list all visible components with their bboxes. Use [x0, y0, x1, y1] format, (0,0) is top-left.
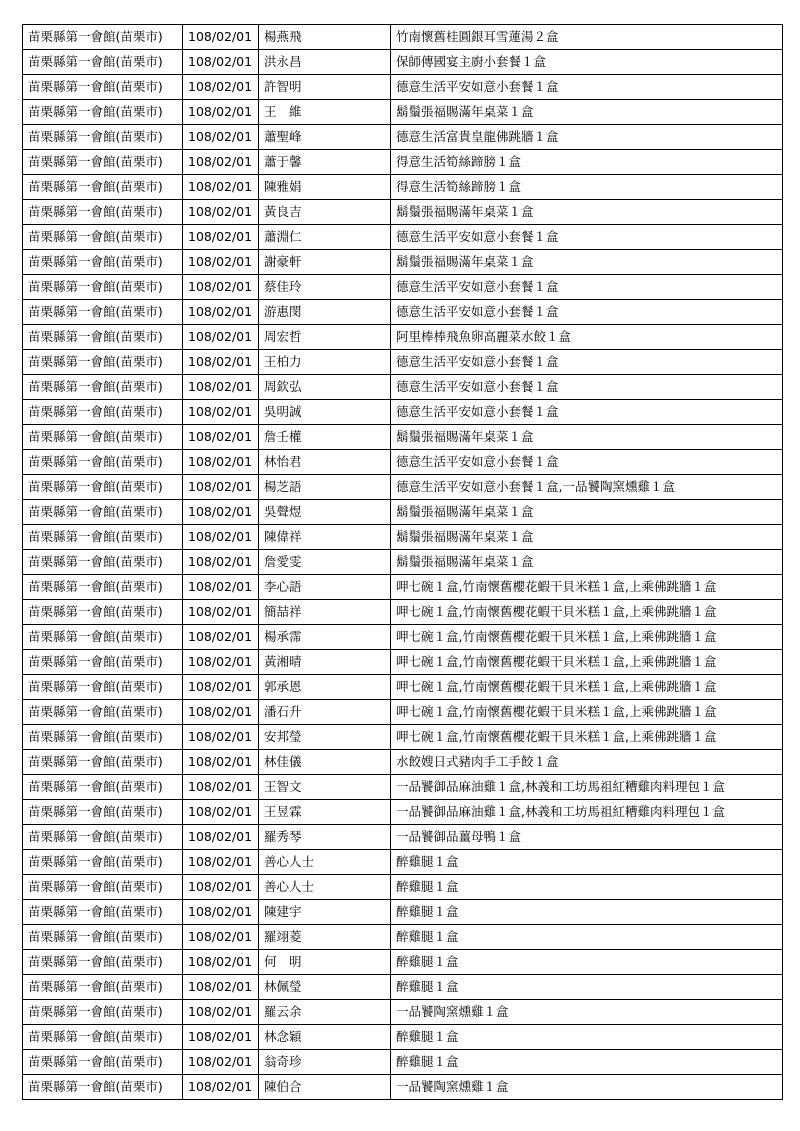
- table-row: [23, 575, 783, 600]
- donor-name-cell: 詹壬權: [259, 425, 391, 450]
- venue-cell: 苗栗縣第一會館(苗栗市): [23, 375, 183, 400]
- donor-name-cell: 羅云余: [259, 1000, 391, 1025]
- donation-item-cell: 一品饕御品麻油雞１盒,林義和工坊馬祖紅糟雞肉料理包１盒: [391, 775, 783, 800]
- venue-cell: 苗栗縣第一會館(苗栗市): [23, 700, 183, 725]
- donation-item-cell: 得意生活筍絲蹄膀１盒: [391, 150, 783, 175]
- table-row: [23, 600, 783, 625]
- table-row: [23, 150, 783, 175]
- venue-cell: 苗栗縣第一會館(苗栗市): [23, 775, 183, 800]
- date-cell: 108/02/01: [183, 625, 259, 650]
- table-row: [23, 475, 783, 500]
- donation-item-cell: 一品饕御品麻油雞１盒,林義和工坊馬祖紅糟雞肉料理包１盒: [391, 800, 783, 825]
- donation-item-cell: 鬍鬚張福賜滿年桌菜１盒: [391, 525, 783, 550]
- table-row: [23, 700, 783, 725]
- venue-cell: 苗栗縣第一會館(苗栗市): [23, 1075, 183, 1100]
- table-row: [23, 200, 783, 225]
- donor-name-cell: 黃湘晴: [259, 650, 391, 675]
- table-row: [23, 275, 783, 300]
- table-row: [23, 650, 783, 675]
- donation-item-cell: 一品饕陶窯燻雞１盒: [391, 1000, 783, 1025]
- table-row: [23, 975, 783, 1000]
- donation-item-cell: 呷七碗１盒,竹南懷舊櫻花蝦干貝米糕１盒,上乘佛跳牆１盒: [391, 575, 783, 600]
- date-cell: 108/02/01: [183, 775, 259, 800]
- venue-cell: 苗栗縣第一會館(苗栗市): [23, 325, 183, 350]
- date-cell: 108/02/01: [183, 550, 259, 575]
- table-row: [23, 550, 783, 575]
- table-row: [23, 675, 783, 700]
- donor-name-cell: 陳偉祥: [259, 525, 391, 550]
- table-row: [23, 925, 783, 950]
- date-cell: 108/02/01: [183, 500, 259, 525]
- donor-name-cell: 林佩瑩: [259, 975, 391, 1000]
- donation-item-cell: 一品饕陶窯燻雞１盒: [391, 1075, 783, 1100]
- venue-cell: 苗栗縣第一會館(苗栗市): [23, 50, 183, 75]
- venue-cell: 苗栗縣第一會館(苗栗市): [23, 800, 183, 825]
- donor-name-cell: 黃良吉: [259, 200, 391, 225]
- date-cell: 108/02/01: [183, 275, 259, 300]
- date-cell: 108/02/01: [183, 425, 259, 450]
- date-cell: 108/02/01: [183, 675, 259, 700]
- date-cell: 108/02/01: [183, 825, 259, 850]
- donation-item-cell: 德意生活富貴皇龍佛跳牆１盒: [391, 125, 783, 150]
- date-cell: 108/02/01: [183, 850, 259, 875]
- date-cell: 108/02/01: [183, 100, 259, 125]
- donation-item-cell: 醉雞腿１盒: [391, 1050, 783, 1075]
- venue-cell: 苗栗縣第一會館(苗栗市): [23, 500, 183, 525]
- date-cell: 108/02/01: [183, 1025, 259, 1050]
- table-row: [23, 1050, 783, 1075]
- donation-item-cell: 醉雞腿１盒: [391, 1025, 783, 1050]
- venue-cell: 苗栗縣第一會館(苗栗市): [23, 575, 183, 600]
- venue-cell: 苗栗縣第一會館(苗栗市): [23, 175, 183, 200]
- date-cell: 108/02/01: [183, 325, 259, 350]
- donor-name-cell: 蕭聖峰: [259, 125, 391, 150]
- venue-cell: 苗栗縣第一會館(苗栗市): [23, 200, 183, 225]
- donor-name-cell: 王智文: [259, 775, 391, 800]
- table-row: [23, 450, 783, 475]
- table-row: [23, 300, 783, 325]
- date-cell: 108/02/01: [183, 975, 259, 1000]
- date-cell: 108/02/01: [183, 25, 259, 50]
- donation-item-cell: 得意生活筍絲蹄膀１盒: [391, 175, 783, 200]
- venue-cell: 苗栗縣第一會館(苗栗市): [23, 400, 183, 425]
- donation-item-cell: 保師傳國宴主廚小套餐１盒: [391, 50, 783, 75]
- donation-item-cell: 呷七碗１盒,竹南懷舊櫻花蝦干貝米糕１盒,上乘佛跳牆１盒: [391, 650, 783, 675]
- donor-name-cell: 王柏力: [259, 350, 391, 375]
- venue-cell: 苗栗縣第一會館(苗栗市): [23, 225, 183, 250]
- table-row: [23, 950, 783, 975]
- table-row: [23, 825, 783, 850]
- date-cell: 108/02/01: [183, 225, 259, 250]
- donation-table: [22, 24, 783, 1100]
- date-cell: 108/02/01: [183, 925, 259, 950]
- date-cell: 108/02/01: [183, 800, 259, 825]
- donation-item-cell: 德意生活平安如意小套餐１盒: [391, 400, 783, 425]
- donor-name-cell: 翁奇珍: [259, 1050, 391, 1075]
- donation-item-cell: 德意生活平安如意小套餐１盒: [391, 300, 783, 325]
- date-cell: 108/02/01: [183, 475, 259, 500]
- table-row: [23, 75, 783, 100]
- donor-name-cell: 蕭淵仁: [259, 225, 391, 250]
- date-cell: 108/02/01: [183, 50, 259, 75]
- donor-name-cell: 羅翊菱: [259, 925, 391, 950]
- donor-name-cell: 吳明誠: [259, 400, 391, 425]
- donation-item-cell: 德意生活平安如意小套餐１盒: [391, 225, 783, 250]
- donation-item-cell: 鬍鬚張福賜滿年桌菜１盒: [391, 550, 783, 575]
- venue-cell: 苗栗縣第一會館(苗栗市): [23, 825, 183, 850]
- donation-item-cell: 德意生活平安如意小套餐１盒: [391, 375, 783, 400]
- donation-item-cell: 鬍鬚張福賜滿年桌菜１盒: [391, 200, 783, 225]
- date-cell: 108/02/01: [183, 200, 259, 225]
- venue-cell: 苗栗縣第一會館(苗栗市): [23, 950, 183, 975]
- table-row: [23, 500, 783, 525]
- donation-item-cell: 竹南懷舊桂圓銀耳雪蓮湯２盒: [391, 25, 783, 50]
- table-row: [23, 875, 783, 900]
- donation-item-cell: 呷七碗１盒,竹南懷舊櫻花蝦干貝米糕１盒,上乘佛跳牆１盒: [391, 725, 783, 750]
- donation-item-cell: 醉雞腿１盒: [391, 925, 783, 950]
- donor-name-cell: 羅秀琴: [259, 825, 391, 850]
- table-row: [23, 175, 783, 200]
- donor-name-cell: 陳伯合: [259, 1075, 391, 1100]
- date-cell: 108/02/01: [183, 125, 259, 150]
- date-cell: 108/02/01: [183, 175, 259, 200]
- donor-name-cell: 楊燕飛: [259, 25, 391, 50]
- donor-name-cell: 陳建宇: [259, 900, 391, 925]
- donor-name-cell: 楊承霈: [259, 625, 391, 650]
- donation-item-cell: 德意生活平安如意小套餐１盒: [391, 450, 783, 475]
- donation-item-cell: 醉雞腿１盒: [391, 875, 783, 900]
- table-row: [23, 775, 783, 800]
- donor-name-cell: 楊芝語: [259, 475, 391, 500]
- donation-item-cell: 德意生活平安如意小套餐１盒: [391, 350, 783, 375]
- donor-name-cell: 許智明: [259, 75, 391, 100]
- venue-cell: 苗栗縣第一會館(苗栗市): [23, 250, 183, 275]
- donor-name-cell: 吳聲煜: [259, 500, 391, 525]
- donor-name-cell: 周欽弘: [259, 375, 391, 400]
- venue-cell: 苗栗縣第一會館(苗栗市): [23, 1050, 183, 1075]
- table-row: [23, 425, 783, 450]
- donor-name-cell: 潘石升: [259, 700, 391, 725]
- donor-name-cell: 李心語: [259, 575, 391, 600]
- venue-cell: 苗栗縣第一會館(苗栗市): [23, 25, 183, 50]
- date-cell: 108/02/01: [183, 900, 259, 925]
- donor-name-cell: 謝豪軒: [259, 250, 391, 275]
- table-row: [23, 375, 783, 400]
- venue-cell: 苗栗縣第一會館(苗栗市): [23, 750, 183, 775]
- venue-cell: 苗栗縣第一會館(苗栗市): [23, 275, 183, 300]
- donor-name-cell: 善心人士: [259, 875, 391, 900]
- donation-item-cell: 呷七碗１盒,竹南懷舊櫻花蝦干貝米糕１盒,上乘佛跳牆１盒: [391, 600, 783, 625]
- table-row: [23, 350, 783, 375]
- donor-name-cell: 何 明: [259, 950, 391, 975]
- donor-name-cell: 林佳儀: [259, 750, 391, 775]
- donor-name-cell: 詹愛雯: [259, 550, 391, 575]
- date-cell: 108/02/01: [183, 1000, 259, 1025]
- donation-item-cell: 醉雞腿１盒: [391, 900, 783, 925]
- table-row: [23, 525, 783, 550]
- venue-cell: 苗栗縣第一會館(苗栗市): [23, 725, 183, 750]
- donation-item-cell: 鬍鬚張福賜滿年桌菜１盒: [391, 100, 783, 125]
- date-cell: 108/02/01: [183, 150, 259, 175]
- table-row: [23, 850, 783, 875]
- donation-item-cell: 醉雞腿１盒: [391, 950, 783, 975]
- donor-name-cell: 蕭于馨: [259, 150, 391, 175]
- donor-name-cell: 周宏哲: [259, 325, 391, 350]
- donation-item-cell: 德意生活平安如意小套餐１盒: [391, 275, 783, 300]
- date-cell: 108/02/01: [183, 750, 259, 775]
- date-cell: 108/02/01: [183, 375, 259, 400]
- date-cell: 108/02/01: [183, 875, 259, 900]
- venue-cell: 苗栗縣第一會館(苗栗市): [23, 450, 183, 475]
- table-row: [23, 800, 783, 825]
- donation-item-cell: 阿里棒棒飛魚卵高麗菜水餃１盒: [391, 325, 783, 350]
- donation-item-cell: 呷七碗１盒,竹南懷舊櫻花蝦干貝米糕１盒,上乘佛跳牆１盒: [391, 700, 783, 725]
- venue-cell: 苗栗縣第一會館(苗栗市): [23, 675, 183, 700]
- venue-cell: 苗栗縣第一會館(苗栗市): [23, 925, 183, 950]
- date-cell: 108/02/01: [183, 400, 259, 425]
- donation-item-cell: 德意生活平安如意小套餐１盒,一品饕陶窯燻雞１盒: [391, 475, 783, 500]
- donor-name-cell: 林怡君: [259, 450, 391, 475]
- venue-cell: 苗栗縣第一會館(苗栗市): [23, 850, 183, 875]
- donor-name-cell: 郭承恩: [259, 675, 391, 700]
- donation-item-cell: 一品饕御品薑母鴨１盒: [391, 825, 783, 850]
- table-row: [23, 1075, 783, 1100]
- venue-cell: 苗栗縣第一會館(苗栗市): [23, 425, 183, 450]
- donor-name-cell: 安邦瑩: [259, 725, 391, 750]
- table-row: [23, 225, 783, 250]
- date-cell: 108/02/01: [183, 250, 259, 275]
- date-cell: 108/02/01: [183, 300, 259, 325]
- donation-item-cell: 水餃嫂日式豬肉手工手餃１盒: [391, 750, 783, 775]
- venue-cell: 苗栗縣第一會館(苗栗市): [23, 475, 183, 500]
- venue-cell: 苗栗縣第一會館(苗栗市): [23, 300, 183, 325]
- table-row: [23, 125, 783, 150]
- date-cell: 108/02/01: [183, 1075, 259, 1100]
- table-row: [23, 25, 783, 50]
- table-row: [23, 625, 783, 650]
- venue-cell: 苗栗縣第一會館(苗栗市): [23, 1025, 183, 1050]
- donor-name-cell: 林念穎: [259, 1025, 391, 1050]
- date-cell: 108/02/01: [183, 950, 259, 975]
- donation-item-cell: 醉雞腿１盒: [391, 850, 783, 875]
- donor-name-cell: 簡喆祥: [259, 600, 391, 625]
- venue-cell: 苗栗縣第一會館(苗栗市): [23, 975, 183, 1000]
- venue-cell: 苗栗縣第一會館(苗栗市): [23, 125, 183, 150]
- donor-name-cell: 王昱霖: [259, 800, 391, 825]
- donation-item-cell: 德意生活平安如意小套餐１盒: [391, 75, 783, 100]
- table-row: [23, 1000, 783, 1025]
- date-cell: 108/02/01: [183, 725, 259, 750]
- date-cell: 108/02/01: [183, 350, 259, 375]
- venue-cell: 苗栗縣第一會館(苗栗市): [23, 900, 183, 925]
- donor-name-cell: 游惠閔: [259, 300, 391, 325]
- table-row: [23, 250, 783, 275]
- table-row: [23, 1025, 783, 1050]
- donation-table-body: [23, 25, 783, 1100]
- donation-item-cell: 醉雞腿１盒: [391, 975, 783, 1000]
- venue-cell: 苗栗縣第一會館(苗栗市): [23, 625, 183, 650]
- table-row: [23, 100, 783, 125]
- date-cell: 108/02/01: [183, 525, 259, 550]
- date-cell: 108/02/01: [183, 450, 259, 475]
- donor-name-cell: 王 維: [259, 100, 391, 125]
- venue-cell: 苗栗縣第一會館(苗栗市): [23, 875, 183, 900]
- donor-name-cell: 陳雅娟: [259, 175, 391, 200]
- donation-item-cell: 鬍鬚張福賜滿年桌菜１盒: [391, 425, 783, 450]
- donor-name-cell: 蔡佳玲: [259, 275, 391, 300]
- table-row: [23, 900, 783, 925]
- venue-cell: 苗栗縣第一會館(苗栗市): [23, 1000, 183, 1025]
- venue-cell: 苗栗縣第一會館(苗栗市): [23, 100, 183, 125]
- date-cell: 108/02/01: [183, 575, 259, 600]
- date-cell: 108/02/01: [183, 700, 259, 725]
- venue-cell: 苗栗縣第一會館(苗栗市): [23, 150, 183, 175]
- date-cell: 108/02/01: [183, 650, 259, 675]
- table-row: [23, 400, 783, 425]
- venue-cell: 苗栗縣第一會館(苗栗市): [23, 525, 183, 550]
- donor-name-cell: 洪永昌: [259, 50, 391, 75]
- donation-item-cell: 鬍鬚張福賜滿年桌菜１盒: [391, 500, 783, 525]
- donor-name-cell: 善心人士: [259, 850, 391, 875]
- table-row: [23, 325, 783, 350]
- donation-item-cell: 呷七碗１盒,竹南懷舊櫻花蝦干貝米糕１盒,上乘佛跳牆１盒: [391, 625, 783, 650]
- venue-cell: 苗栗縣第一會館(苗栗市): [23, 600, 183, 625]
- table-row: [23, 725, 783, 750]
- venue-cell: 苗栗縣第一會館(苗栗市): [23, 350, 183, 375]
- date-cell: 108/02/01: [183, 75, 259, 100]
- table-row: [23, 750, 783, 775]
- venue-cell: 苗栗縣第一會館(苗栗市): [23, 75, 183, 100]
- venue-cell: 苗栗縣第一會館(苗栗市): [23, 650, 183, 675]
- date-cell: 108/02/01: [183, 600, 259, 625]
- date-cell: 108/02/01: [183, 1050, 259, 1075]
- donation-item-cell: 呷七碗１盒,竹南懷舊櫻花蝦干貝米糕１盒,上乘佛跳牆１盒: [391, 675, 783, 700]
- table-row: [23, 50, 783, 75]
- venue-cell: 苗栗縣第一會館(苗栗市): [23, 550, 183, 575]
- donation-item-cell: 鬍鬚張福賜滿年桌菜１盒: [391, 250, 783, 275]
